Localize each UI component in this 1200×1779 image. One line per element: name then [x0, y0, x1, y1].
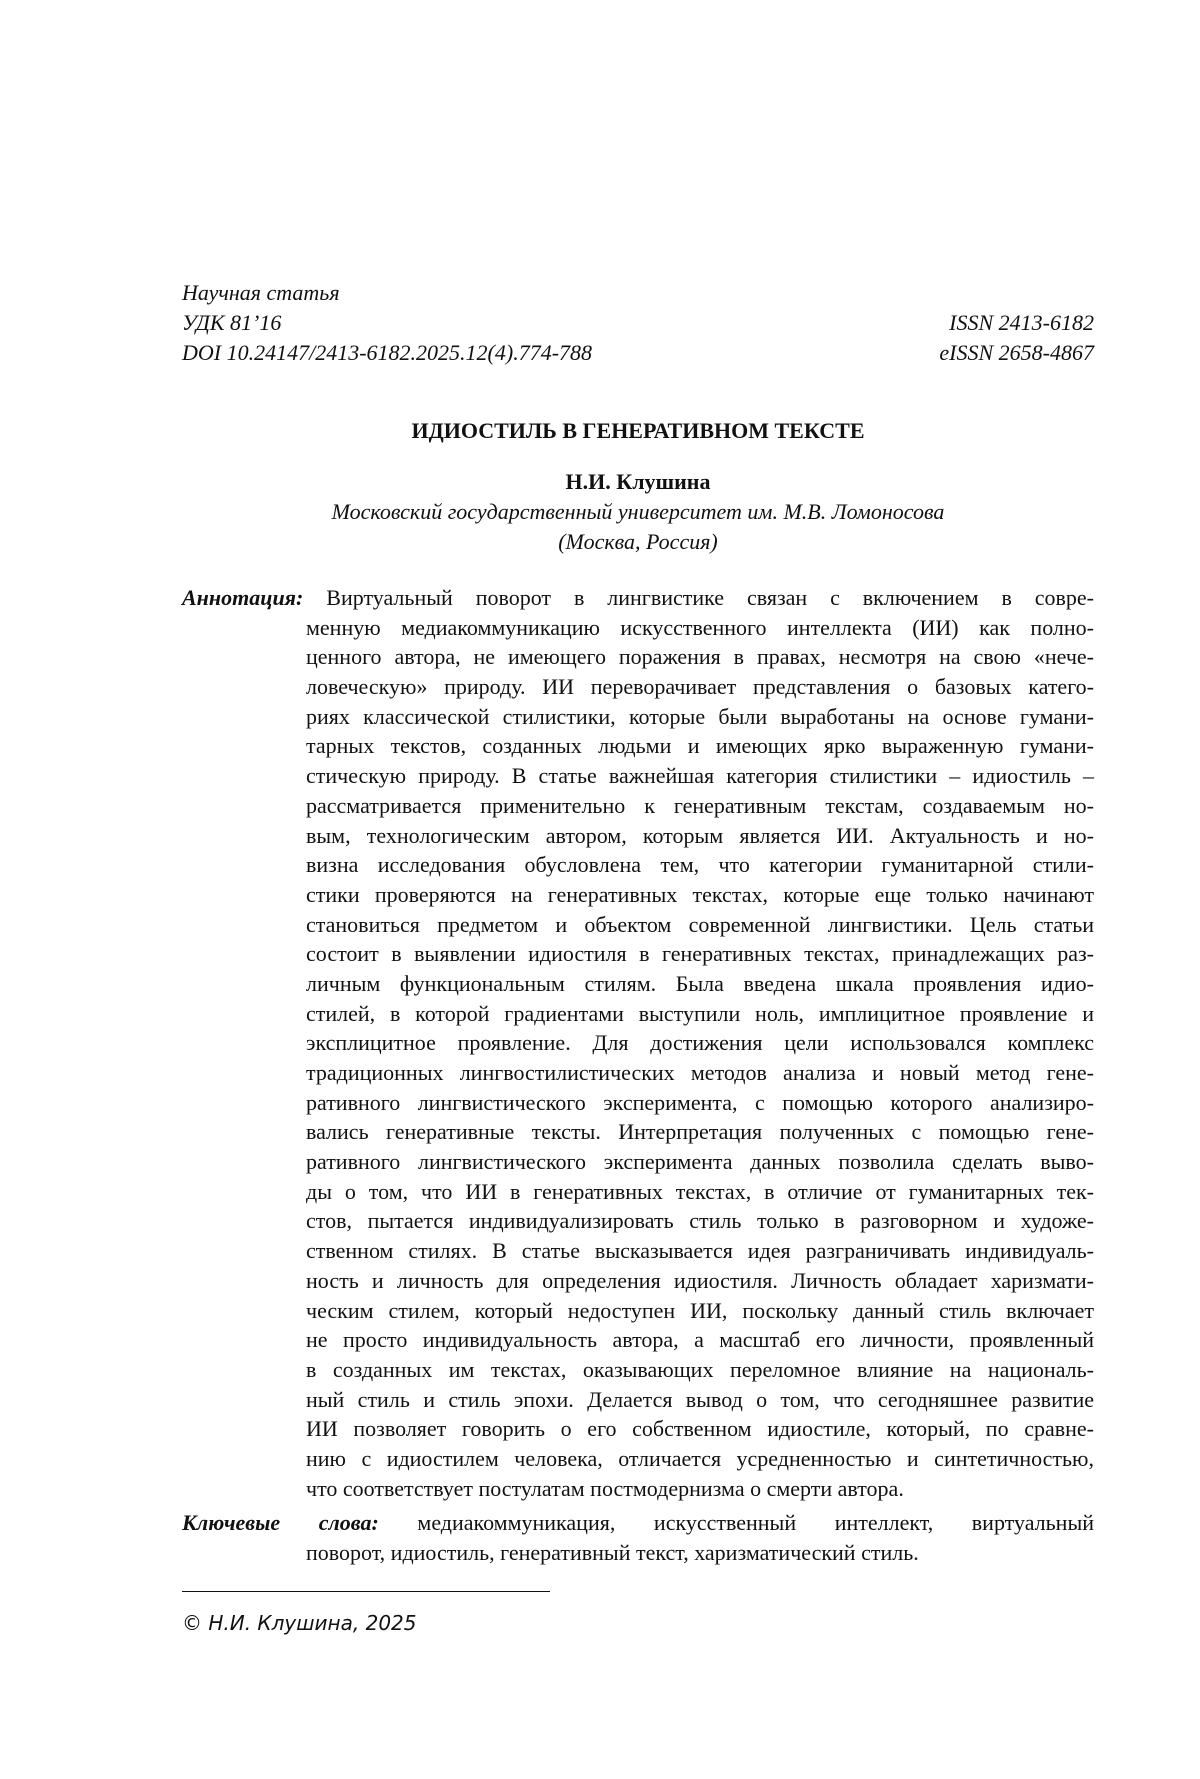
author-name: Н.И. Клушина — [565, 469, 711, 494]
eissn: eISSN 2658-4867 — [939, 340, 1094, 365]
abstract-line: стов, пытается индивидуализировать стиль только в разговорном и художе- — [306, 1208, 1094, 1234]
abstract-line: вались генеративные тексты. Интерпретация полученных с помощью гене- — [306, 1119, 1094, 1145]
article-metadata — [182, 278, 1094, 368]
affiliation-location: (Москва, Россия) — [558, 529, 718, 554]
abstract-line: визна исследования обусловлена тем, что категории гуманитарной стили- — [306, 852, 1094, 878]
issn: ISSN 2413-6182 — [949, 310, 1094, 335]
abstract-line: в созданных им текстах, оказывающих переломное влияние на националь- — [306, 1356, 1094, 1382]
abstract-line: ственном стилях. В статье высказывается идея разграничивать индивидуаль- — [306, 1238, 1094, 1264]
abstract-line: не просто индивидуальность автора, а масштаб его личности, проявленный — [306, 1327, 1094, 1353]
abstract-line: ративного лингвистического эксперимента данных позволила сделать выво- — [306, 1149, 1094, 1175]
abstract-line: риях классической стилистики, которые были выработаны на основе гумани- — [306, 703, 1094, 729]
abstract-line: вым, технологическим автором, которым является ИИ. Актуальность и но- — [306, 822, 1094, 848]
abstract-line: ды о том, что ИИ в генеративных текстах, в отличие от гуманитарных тек- — [306, 1178, 1094, 1204]
keywords-line: Ключевые слова: медиакоммуникация, искусственный интеллект, виртуальный — [182, 1510, 1094, 1535]
abstract-line: ценного автора, не имеющего поражения в правах, несмотря на свою «нече- — [306, 644, 1094, 670]
article-type: Научная статья — [182, 280, 340, 305]
abstract-line: что соответствует постулатам постмодернизма о смерти автора. — [306, 1475, 904, 1501]
abstract-line: эксплицитное проявление. Для достижения цели использовался комплекс — [306, 1030, 1094, 1056]
abstract-line: стики проверяются на генеративных текстах, которые еще только начинают — [306, 881, 1094, 907]
abstract-line: становиться предметом и объектом современной лингвистики. Цель статьи — [306, 911, 1094, 937]
article-title: ИДИОСТИЛЬ В ГЕНЕРАТИВНОМ ТЕКСТЕ — [411, 418, 865, 443]
affiliation-line: Московский государственный университет им. М.В. Ломоносова — [331, 499, 945, 524]
abstract-line: ловеческую» природу. ИИ переворачивает представления о базовых катего- — [306, 674, 1094, 700]
abstract-line: ный стиль и стиль эпохи. Делается вывод о том, что сегодняшнее развитие — [306, 1386, 1094, 1412]
udc-issn-row — [182, 308, 1094, 338]
author-affiliation — [182, 497, 1094, 557]
doi: DOI 10.24147/2413-6182.2025.12(4).774-788 — [182, 340, 593, 365]
abstract-line: ность и личность для определения идиостиля. Личность обладает харизмати- — [306, 1267, 1094, 1293]
abstract-line: менную медиакоммуникацию искусственного интеллекта (ИИ) как полно- — [306, 614, 1094, 640]
abstract-line: ративного лингвистического эксперимента, с помощью которого анализиро- — [306, 1089, 1094, 1115]
udc-code: УДК 81’16 — [182, 310, 282, 335]
doi-eissn-row — [182, 338, 1094, 368]
abstract-line: ческим стилем, который недоступен ИИ, поскольку данный стиль включает — [306, 1297, 1094, 1323]
keywords — [182, 1508, 1094, 1567]
article-type-row — [182, 278, 1094, 308]
abstract-line: рассматривается применительно к генеративным текстам, создаваемым но- — [306, 792, 1094, 818]
abstract-line: стическую природу. В статье важнейшая категория стилистики – идиостиль – — [306, 763, 1094, 789]
abstract-label: Аннотация: — [182, 585, 304, 610]
abstract-line: состоит в выявлении идиостиля в генеративных текстах, принадлежащих раз- — [306, 941, 1094, 967]
footnote-divider — [182, 1591, 550, 1592]
abstract-line: ИИ позволяет говорить о его собственном идиостиле, который, по сравне- — [306, 1416, 1094, 1442]
abstract-line: стилей, в которой градиентами выступили ноль, имплицитное проявление и — [306, 1000, 1094, 1026]
copyright-notice: © Н.И. Клушина, 2025 — [182, 1611, 417, 1635]
keywords-line: поворот, идиостиль, генеративный текст, харизматический стиль. — [306, 1539, 919, 1565]
keywords-label: Ключевые слова: — [182, 1510, 379, 1535]
abstract-line: нию с идиостилем человека, отличается усредненностью и синтетичностью, — [306, 1445, 1094, 1471]
abstract-line: Аннотация: Виртуальный поворот в лингвистике связан с включением в совре- — [182, 585, 1094, 610]
abstract — [182, 583, 1094, 1503]
abstract-line: тарных текстов, созданных людьми и имеющих ярко выраженную гумани- — [306, 733, 1094, 759]
abstract-line: традиционных лингвостилистических методов анализа и новый метод гене- — [306, 1060, 1094, 1085]
abstract-line: личным функциональным стилям. Была введена шкала проявления идио- — [306, 970, 1094, 996]
